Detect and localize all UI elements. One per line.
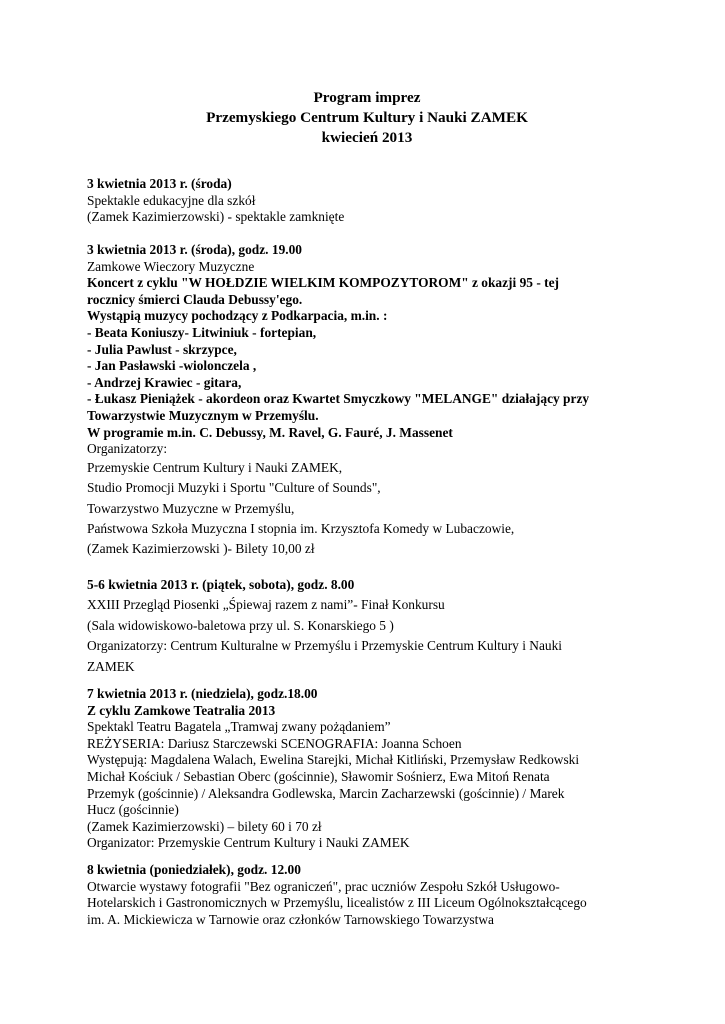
header-line-1: Program imprez bbox=[313, 89, 421, 106]
event-5-line: Otwarcie wystawy fotografii "Bez ograniczeń", prac uczniów Zespołu Szkół Usługowo- bbox=[87, 878, 560, 894]
event-2-bold-line: - Andrzej Krawiec - gitara, bbox=[87, 374, 242, 390]
event-2-bold-line: - Beata Koniuszy- Litwiniuk - fortepian, bbox=[87, 324, 317, 340]
event-4-line: Przemyk (gościnnie) / Aleksandra Godlewska, Marcin Zacharzewski (gościnnie) / Marek bbox=[87, 785, 565, 801]
event-1-line: (Zamek Kazimierzowski) - spektakle zamknięte bbox=[87, 209, 345, 225]
header-line-3: kwiecień 2013 bbox=[321, 129, 413, 146]
event-3-line: XXIII Przegląd Piosenki „Śpiewaj razem z nami”- Finał Konkursu bbox=[87, 597, 445, 613]
event-4-date: 7 kwietnia 2013 r. (niedziela), godz.18.00 bbox=[87, 686, 318, 701]
event-2-bold-line: Wystąpią muzycy pochodzący z Podkarpacia, m.in. : bbox=[87, 308, 388, 324]
event-3-line: (Sala widowiskowo-baletowa przy ul. S. Konarskiego 5 ) bbox=[87, 617, 394, 633]
event-4-line: Michał Kościuk / Sebastian Oberc (gościnnie), Sławomir Sośnierz, Ewa Mitoń Renata bbox=[87, 768, 550, 784]
event-3-line: Organizatorzy: Centrum Kulturalne w Przemyślu i Przemyskie Centrum Kultury i Nauki bbox=[87, 638, 563, 654]
event-2-bold-line: Towarzystwie Muzycznym w Przemyślu. bbox=[87, 407, 319, 423]
event-4-line: REŻYSERIA: Dariusz Starczewski SCENOGRAFIA: Joanna Schoen bbox=[87, 735, 462, 751]
event-1-line: Spektakle edukacyjne dla szkół bbox=[87, 192, 256, 208]
event-2-bold-line: W programie m.in. C. Debussy, M. Ravel, G. Fauré, J. Massenet bbox=[87, 424, 453, 440]
event-2-org-line: (Zamek Kazimierzowski )- Bilety 10,00 zł bbox=[87, 541, 315, 557]
event-5-date: 8 kwietnia (poniedziałek), godz. 12.00 bbox=[87, 862, 301, 877]
event-3-date: 5-6 kwietnia 2013 r. (piątek, sobota), godz. 8.00 bbox=[87, 577, 355, 592]
event-5-line: im. A. Mickiewicza w Tarnowie oraz członków Tarnowskiego Towarzystwa bbox=[87, 911, 494, 927]
event-2 bbox=[87, 242, 647, 560]
event-2-org-line: Towarzystwo Muzyczne w Przemyślu, bbox=[87, 500, 295, 516]
event-4-line: (Zamek Kazimierzowski) – bilety 60 i 70 zł bbox=[87, 818, 322, 834]
event-4-subtitle: Z cyklu Zamkowe Teatralia 2013 bbox=[87, 702, 276, 718]
event-2-bold-line: - Julia Pawlust - skrzypce, bbox=[87, 341, 237, 357]
event-2-org-label: Organizatorzy: bbox=[87, 441, 168, 457]
event-2-bold-line: rocznicy śmierci Clauda Debussy'ego. bbox=[87, 291, 303, 307]
event-1 bbox=[87, 176, 647, 226]
event-2-org-line: Państwowa Szkoła Muzyczna I stopnia im. Krzysztofa Komedy w Lubaczowie, bbox=[87, 520, 515, 536]
event-4 bbox=[87, 686, 647, 852]
event-2-org-line: Przemyskie Centrum Kultury i Nauki ZAMEK, bbox=[87, 459, 343, 475]
document-header bbox=[87, 88, 647, 148]
event-2-date: 3 kwietnia 2013 r. (środa), godz. 19.00 bbox=[87, 242, 303, 257]
event-2-bold-line: - Łukasz Pieniążek - akordeon oraz Kwartet Smyczkowy "MELANGE" działający przy bbox=[87, 391, 590, 407]
event-4-line: Spektakl Teatru Bagatela „Tramwaj zwany pożądaniem” bbox=[87, 719, 391, 735]
event-5 bbox=[87, 862, 647, 928]
event-3-line: ZAMEK bbox=[87, 658, 135, 674]
event-5-line: Hotelarskich i Gastronomicznych w Przemyślu, licealistów z III Liceum Ogólnokształcącego bbox=[87, 895, 587, 911]
event-2-intro: Zamkowe Wieczory Muzyczne bbox=[87, 258, 255, 274]
header-line-2: Przemyskiego Centrum Kultury i Nauki ZAMEK bbox=[206, 109, 528, 126]
event-3 bbox=[87, 575, 647, 677]
event-4-line: Występują: Magdalena Walach, Ewelina Starejki, Michał Kitliński, Przemysław Redkowski bbox=[87, 752, 580, 768]
event-4-line: Hucz (gościnnie) bbox=[87, 802, 179, 818]
event-2-org-line: Studio Promocji Muzyki i Sportu "Culture of Sounds", bbox=[87, 480, 381, 496]
event-2-bold-line: Koncert z cyklu "W HOŁDZIE WIELKIM KOMPOZYTOROM" z okazji 95 - tej bbox=[87, 275, 559, 291]
event-1-date: 3 kwietnia 2013 r. (środa) bbox=[87, 176, 232, 191]
event-2-bold-line: - Jan Pasławski -wiolonczela , bbox=[87, 358, 257, 374]
event-4-line: Organizator: Przemyskie Centrum Kultury i Nauki ZAMEK bbox=[87, 835, 410, 851]
